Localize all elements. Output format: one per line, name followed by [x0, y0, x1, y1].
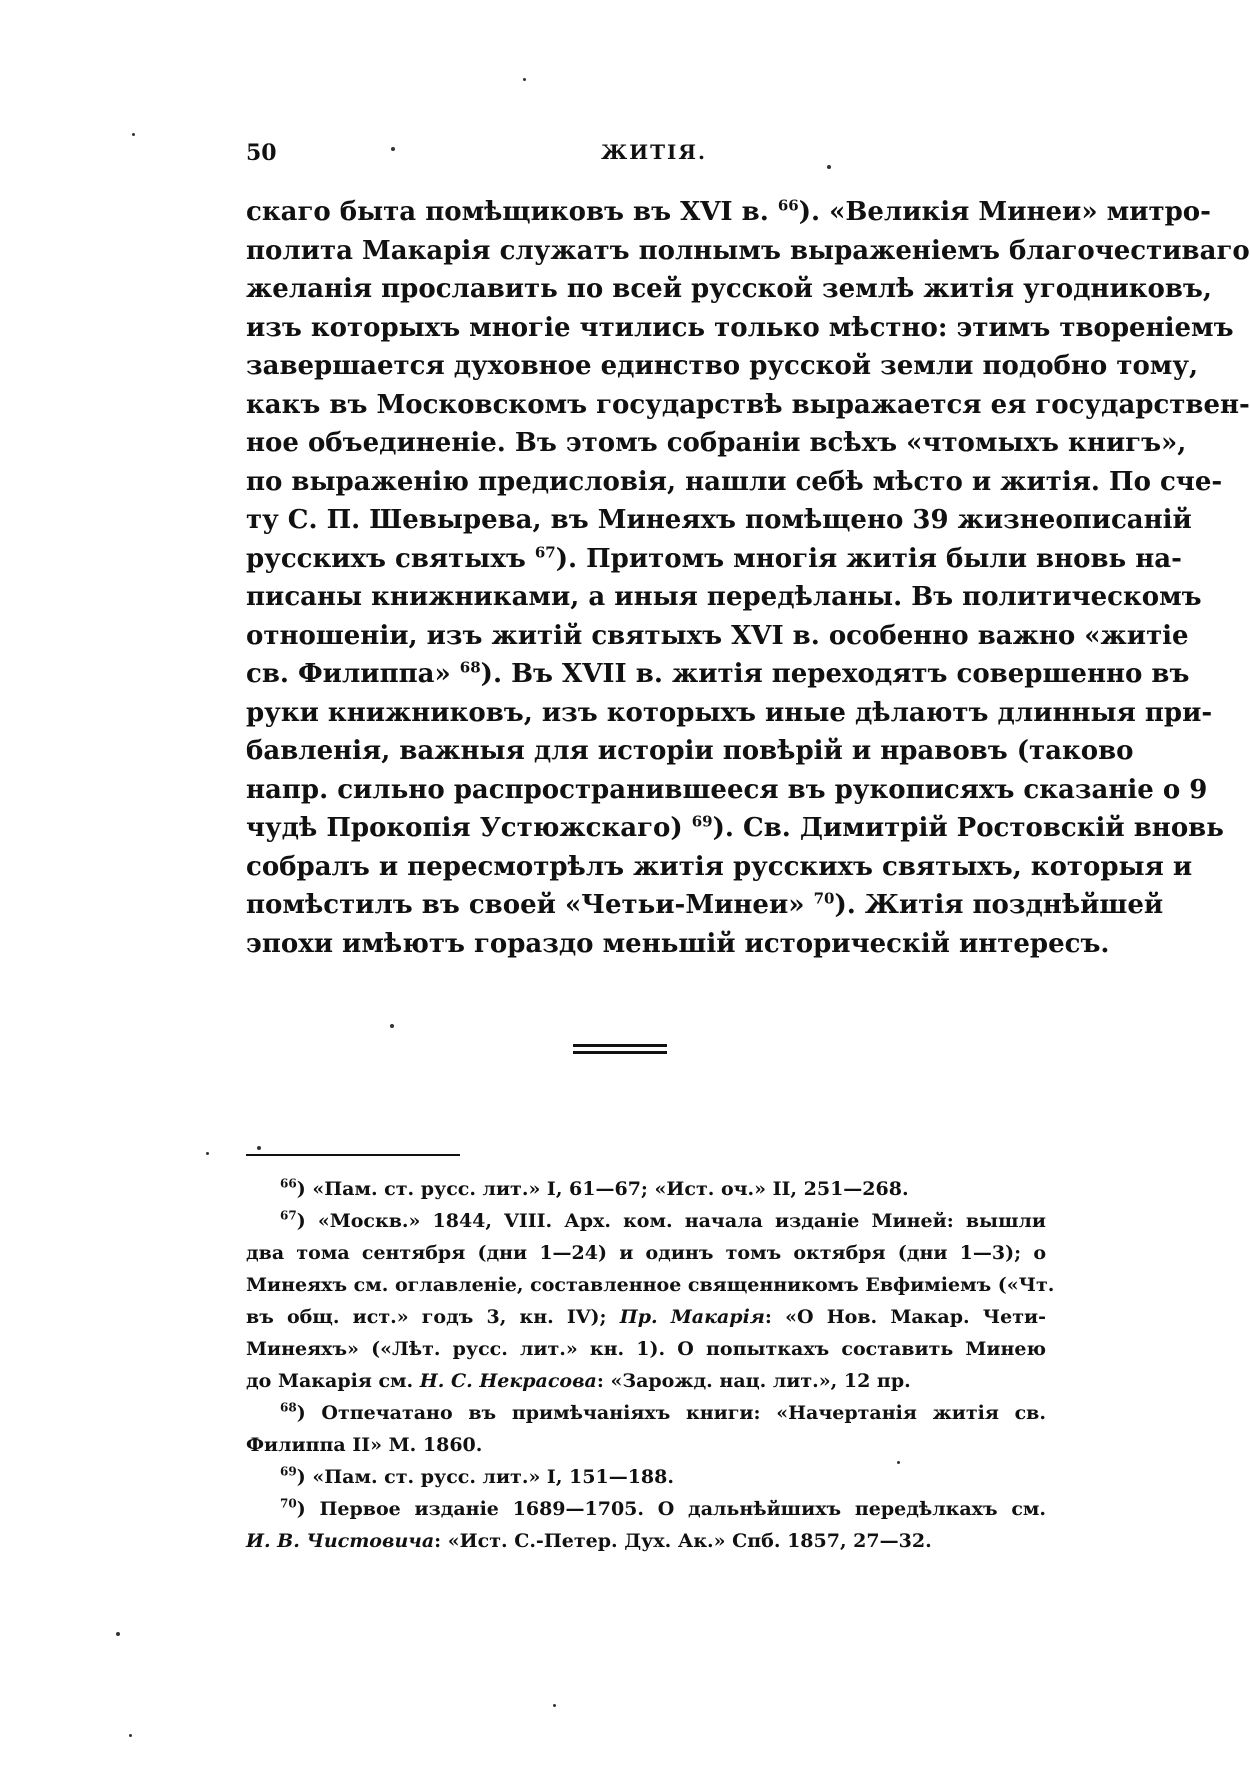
- scan-speck: [116, 1632, 120, 1636]
- page-header: [246, 140, 1046, 170]
- scan-speck: [391, 147, 395, 151]
- footnote-67: $^{67}$) «Москв.» 1844, VIII. Арх. ком. начала изданіе Миней: вышли: [280, 1208, 1047, 1232]
- footnote-ref[interactable]: 70: [813, 889, 835, 908]
- text-line: желанія прославить по всей русской землѣ житія угодниковъ,: [246, 274, 1212, 304]
- footnote-69: $^{69}$) «Пам. ст. русс. лит.» I, 151—188.: [280, 1464, 674, 1488]
- text-line: русскихъ святыхъ $^{67}$). Притомъ многія житія были вновь на-: [246, 542, 1182, 574]
- scan-speck: [827, 165, 831, 169]
- footnote-line: въ общ. ист.» годъ 3, кн. IV); Пр. Макарія: «О Нов. Макар. Чети-: [246, 1306, 1046, 1328]
- text-line: завершается духовное единство русской земли подобно тому,: [246, 351, 1199, 381]
- text-line: изъ которыхъ многіе чтились только мѣстно: этимъ твореніемъ: [246, 312, 1234, 343]
- footnote-ref[interactable]: 68: [459, 658, 481, 677]
- footnote-ref[interactable]: 66: [777, 196, 799, 215]
- text-line: отношеніи, изъ житій святыхъ XVI в. особенно важно «житіе: [246, 620, 1189, 651]
- footnote-70: $^{70}$) Первое изданіе 1689—1705. О дальнѣйшихъ передѣлкахъ см.: [280, 1496, 1047, 1520]
- text-line: помѣстилъ въ своей «Четьи-Минеи» $^{70}$). Житія позднѣйшей: [246, 889, 1164, 920]
- scan-speck: [257, 1146, 261, 1150]
- scan-speck: [523, 78, 526, 81]
- footnote-line: Филиппа II» М. 1860.: [246, 1434, 483, 1456]
- footnote-line: до Макарія см. Н. С. Некрасова: «Зарожд. нац. лит.», 12 пр.: [246, 1370, 911, 1392]
- footnote-line: Минеяхъ см. оглавленіе, составленное священникомъ Евфиміемъ («Чт.: [246, 1274, 1055, 1296]
- footnote-line: Минеяхъ» («Лѣт. русс. лит.» кн. 1). О попыткахъ составить Минею: [246, 1338, 1046, 1360]
- text-line: бавленія, важныя для исторіи повѣрій и нравовъ (таково: [246, 736, 1134, 766]
- scan-speck: [897, 1461, 900, 1464]
- section-divider: [573, 1044, 667, 1056]
- text-line: ное объединеніе. Въ этомъ собраніи всѣхъ «чтомыхъ книгъ»,: [246, 428, 1187, 458]
- text-line: чудѣ Прокопія Устюжскаго) $^{69}$). Св. Димитрій Ростовскій вновь: [246, 812, 1224, 843]
- footnote-68: $^{68}$) Отпечатано въ примѣчаніяхъ книги: «Начертанія житія св.: [280, 1400, 1046, 1424]
- footnotes: [246, 1173, 1055, 1557]
- text-line: руки книжниковъ, изъ которыхъ иные дѣлаютъ длинныя при-: [246, 697, 1213, 728]
- text-line: писаны книжниками, а иныя передѣланы. Въ политическомъ: [246, 582, 1202, 612]
- text-line: собралъ и пересмотрѣлъ житія русскихъ святыхъ, которыя и: [246, 851, 1193, 882]
- text-line: скаго быта помѣщиковъ въ XVI в. $^{66}$). «Великія Минеи» митро-: [246, 196, 1211, 227]
- scan-speck: [390, 1024, 394, 1028]
- footnote-line: И. В. Чистовича: «Ист. С.-Петер. Дух. Ак.» Спб. 1857, 27—32.: [246, 1530, 932, 1552]
- text-line: какъ въ Московскомъ государствѣ выражается ея государствен-: [246, 389, 1250, 420]
- text-line: напр. сильно распространившееся въ рукописяхъ сказаніе о 9: [246, 774, 1208, 805]
- scan-speck: [206, 1152, 209, 1155]
- scan-speck: [129, 1734, 132, 1737]
- footnote-ref[interactable]: 67: [534, 542, 556, 561]
- scan-speck: [553, 1704, 556, 1707]
- footnote-66: $^{66}$) «Пам. ст. русс. лит.» I, 61—67; «Ист. оч.» II, 251—268.: [280, 1176, 909, 1200]
- footnote-ref[interactable]: 69: [691, 812, 713, 831]
- text-line: по выраженію предисловія, нашли себѣ мѣсто и житія. По сче-: [246, 466, 1223, 497]
- text-line: эпохи имѣютъ гораздо меньшій историческій интересъ.: [246, 928, 1110, 959]
- main-text: [246, 193, 1250, 963]
- footnote-line: два тома сентября (дни 1—24) и одинъ томъ октября (дни 1—3); о: [246, 1242, 1046, 1264]
- running-head: ЖИТІЯ.: [601, 140, 707, 164]
- text-line: ту С. П. Шевырева, въ Минеяхъ помѣщено 39 жизнеописаній: [246, 505, 1192, 535]
- page-number: 50: [246, 140, 277, 166]
- text-line: полита Макарія служатъ полнымъ выраженіемъ благочестиваго: [246, 235, 1250, 266]
- footnote-separator: [246, 1154, 460, 1156]
- scan-speck: [132, 133, 135, 136]
- text-line: св. Филиппа» $^{68}$). Въ XVII в. житія переходятъ совершенно въ: [246, 658, 1190, 689]
